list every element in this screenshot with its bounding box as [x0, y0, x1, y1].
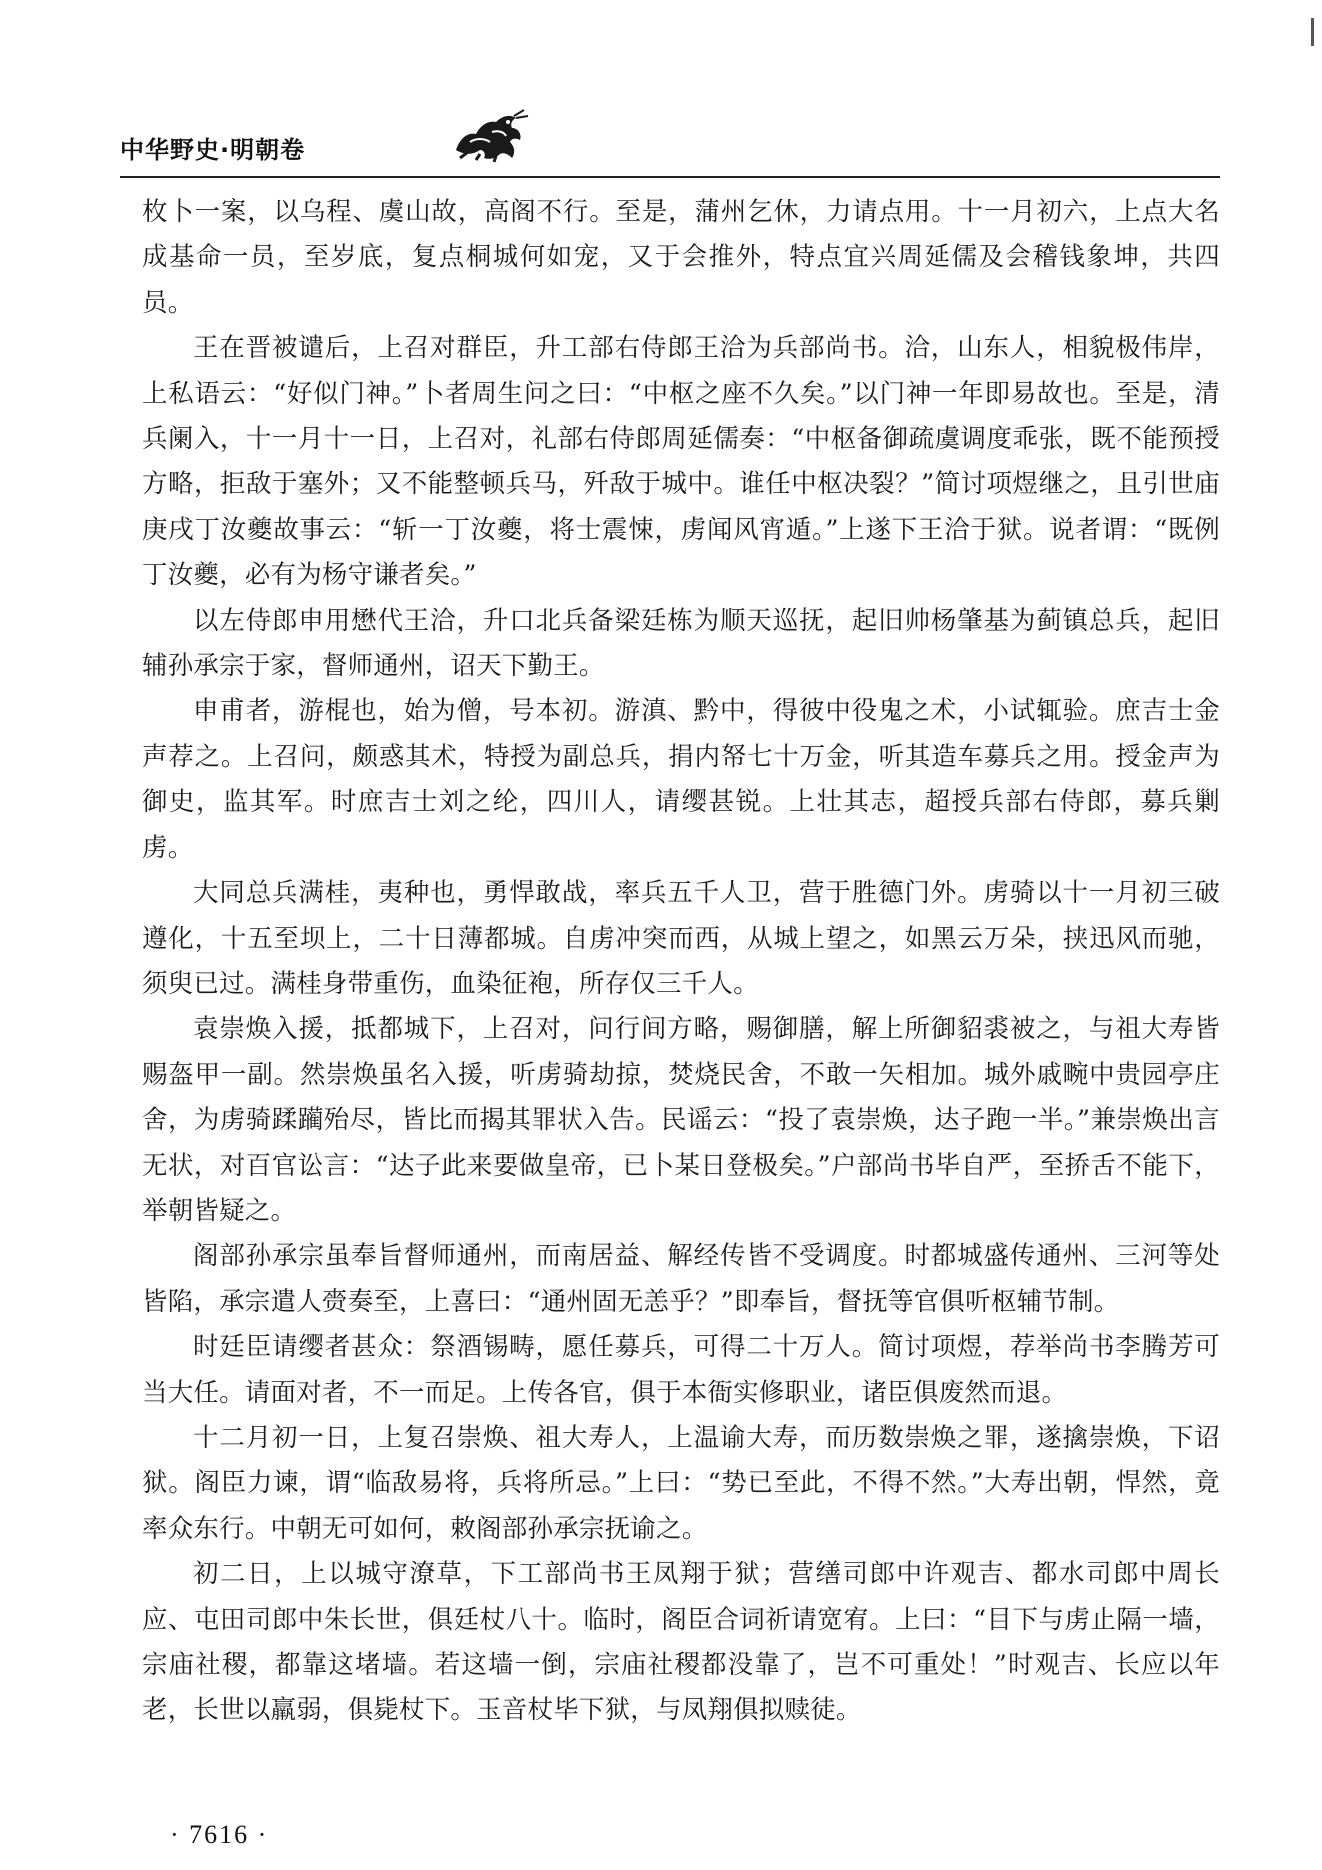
body-text — [142, 190, 1220, 1734]
page-number: · 7616 · — [170, 1820, 269, 1849]
paragraph: 初二日，上以城守潦草，下工部尚书王凤翔于狱；营缮司郎中许观吉、都水司郎中周长应、屯田司郎中朱长世，俱廷杖八十。临时，阁臣合词祈请宽宥。上曰：“目下与虏止隔一墙，宗庙社稷，都靠这堵墙。若这墙一倒，宗庙社稷都没靠了，岂不可重处！”时观吉、长应以年老，长世以羸弱，俱毙杖下。玉音杖毕下狱，与凤翔俱拟赎徒。 — [142, 1559, 1220, 1726]
paragraph: 申甫者，游棍也，始为僧，号本初。游滇、黔中，得彼中役鬼之术，小试辄验。庶吉士金声荐之。上召问，颇惑其术，特授为副总兵，捐内帑七十万金，听其造车募兵之用。授金声为御史，监其军。时庶吉士刘之纶，四川人，请缨甚锐。上壮其志，超授兵部右侍郎，募兵剿虏。 — [142, 696, 1220, 863]
paragraph: 时廷臣请缨者甚众：祭酒锡畴，愿任募兵，可得二十万人。简讨项煜，荐举尚书李腾芳可当大任。请面对者，不一而足。上传各官，俱于本衙实修职业，诸臣俱废然而退。 — [142, 1332, 1220, 1408]
paragraph: 王在晋被谴后，上召对群臣，升工部右侍郎王洽为兵部尚书。洽，山东人，相貌极伟岸，上私语云：“好似门神。”卜者周生问之曰：“中枢之座不久矣。”以门神一年即易故也。至是，清兵阑入，十一月十一日，上召对，礼部右侍郎周延儒奏：“中枢备御疏虞调度乖张，既不能预授方略，拒敌于塞外；又不能整顿兵马，歼敌于城中。谁任中枢决裂？”简讨项煜继之，且引世庙庚戌丁汝夔故事云：“斩一丁汝夔，将士震悚，虏闻风宵遁。”上遂下王洽于狱。说者谓：“既例丁汝夔，必有为杨守谦者矣。” — [142, 333, 1220, 591]
scan-edge-mark — [1311, 18, 1314, 46]
page-header — [120, 108, 1220, 168]
paragraph: 以左侍郎申用懋代王洽，升口北兵备梁廷栋为顺天巡抚，起旧帅杨肇基为蓟镇总兵，起旧辅孙承宗于家，督师通州，诏天下勤王。 — [142, 605, 1220, 682]
paragraph: 十二月初一日，上复召崇焕、祖大寿人，上温谕大寿，而历数崇焕之罪，遂擒崇焕，下诏狱。阁臣力谏，谓“临敌易将，兵将所忌。”上曰：“势已至此，不得不然。”大寿出朝，悍然，竟率众东行。中朝无可如何，敕阁部孙承宗抚谕之。 — [142, 1422, 1220, 1544]
header-rule — [120, 176, 1220, 178]
dragon-emblem-icon — [450, 108, 530, 163]
paragraph: 枚卜一案，以乌程、虞山故，高阁不行。至是，蒲州乞休，力请点用。十一月初六，上点大名成基命一员，至岁底，复点桐城何如宠，又于会推外，特点宜兴周延儒及会稽钱象坤，共四员。 — [142, 197, 1220, 318]
book-title: 中华野史·明朝卷 — [120, 136, 306, 164]
paragraph: 大同总兵满桂，夷种也，勇悍敢战，率兵五千人卫，营于胜德门外。虏骑以十一月初三破遵化，十五至坝上，二十日薄都城。自虏冲突而西，从城上望之，如黑云万朵，挟迅风而驰，须臾已过。满桂身带重伤，血染征袍，所存仅三千人。 — [142, 878, 1220, 999]
paragraph: 袁崇焕入援，抵都城下，上召对，问行间方略，赐御膳，解上所御貂裘被之，与祖大寿皆赐盔甲一副。然崇焕虽名入援，听虏骑劫掠，焚烧民舍，不敢一矢相加。城外戚畹中贵园亭庄舍，为虏骑蹂躏殆尽，皆比而揭其罪状入告。民谣云：“投了袁崇焕，达子跑一半。”兼崇焕出言无状，对百官讼言：“达子此来要做皇帝，已卜某日登极矣。”户部尚书毕自严，至挢舌不能下，举朝皆疑之。 — [142, 1014, 1220, 1226]
paragraph: 阁部孙承宗虽奉旨督师通州，而南居益、解经传皆不受调度。时都城盛传通州、三河等处皆陷，承宗遣人赍奏至，上喜曰：“通州固无恙乎？”即奉旨，督抚等官俱听枢辅节制。 — [142, 1241, 1220, 1317]
